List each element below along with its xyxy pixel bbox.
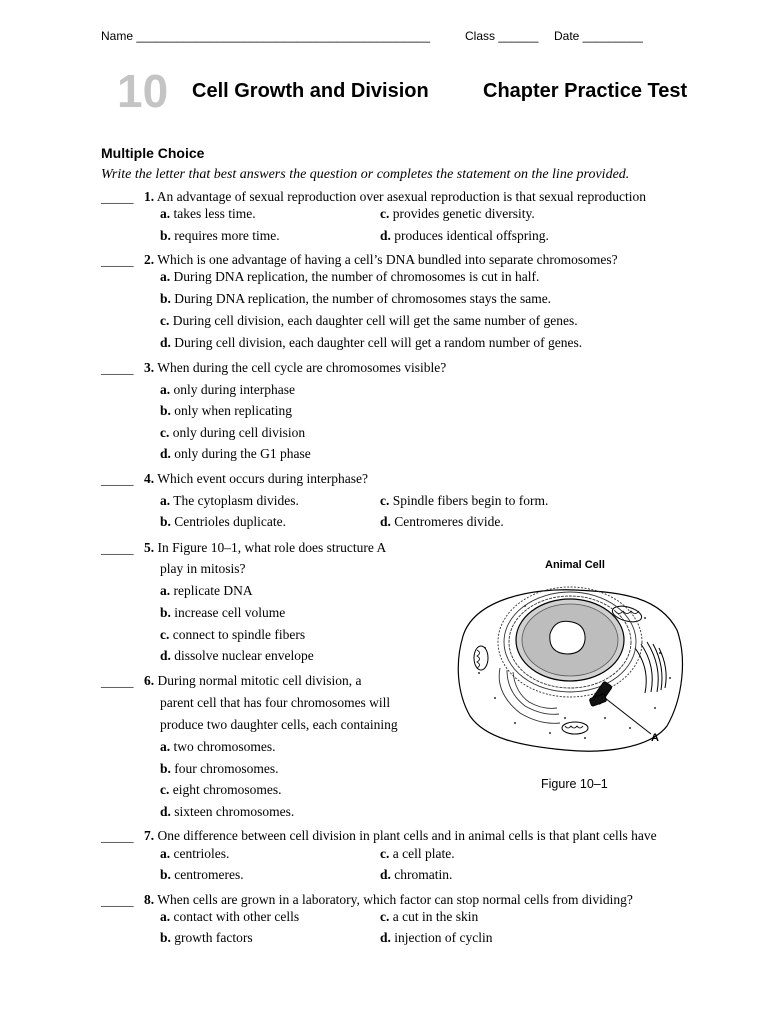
page-title: Chapter Practice Test bbox=[483, 80, 688, 102]
chapter-title: Cell Growth and Division bbox=[192, 80, 429, 102]
answer-blank[interactable]: _____ bbox=[101, 253, 134, 268]
option-a: a. The cytoplasm divides. bbox=[160, 493, 299, 508]
name-field-label: Name ____________________________________________ bbox=[101, 29, 430, 43]
option-a: a. two chromosomes. bbox=[160, 739, 276, 754]
option-a: a. only during interphase bbox=[160, 382, 295, 397]
question-text-continued: play in mitosis? bbox=[160, 561, 246, 576]
option-d: d. produces identical offspring. bbox=[380, 228, 549, 243]
question-text-continued: parent cell that has four chromosomes will bbox=[160, 695, 391, 710]
option-b: b. only when replicating bbox=[160, 403, 292, 418]
animal-cell-illustration bbox=[455, 578, 690, 758]
option-c: c. provides genetic diversity. bbox=[380, 206, 535, 221]
nucleolus-icon bbox=[550, 621, 585, 654]
question-text: In Figure 10–1, what role does structure A bbox=[157, 540, 387, 555]
option-c: c. only during cell division bbox=[160, 425, 306, 440]
question-number: 5. bbox=[144, 540, 155, 555]
option-d: d. chromatin. bbox=[380, 867, 453, 882]
option-c: c. a cut in the skin bbox=[380, 909, 479, 924]
question-number: 1. bbox=[144, 189, 155, 204]
answer-blank[interactable]: _____ bbox=[101, 893, 134, 908]
option-d: d. injection of cyclin bbox=[380, 930, 493, 945]
answer-blank[interactable]: _____ bbox=[101, 674, 134, 689]
option-a: a. takes less time. bbox=[160, 206, 256, 221]
instructions: Write the letter that best answers the question or completes the statement on the line provided. bbox=[101, 167, 630, 182]
question-number: 8. bbox=[144, 892, 155, 907]
answer-blank[interactable]: _____ bbox=[101, 829, 134, 844]
option-b: b. centromeres. bbox=[160, 867, 244, 882]
option-c: c. Spindle fibers begin to form. bbox=[380, 493, 549, 508]
question-text: When during the cell cycle are chromosomes visible? bbox=[157, 360, 447, 375]
section-title: Multiple Choice bbox=[101, 145, 205, 161]
question-number: 2. bbox=[144, 252, 155, 267]
option-b: b. increase cell volume bbox=[160, 605, 286, 620]
option-b: b. During DNA replication, the number of chromosomes stays the same. bbox=[160, 291, 552, 306]
option-c: c. a cell plate. bbox=[380, 846, 455, 861]
chapter-number: 10 bbox=[117, 65, 169, 117]
option-c: c. eight chromosomes. bbox=[160, 782, 282, 797]
question-number: 3. bbox=[144, 360, 155, 375]
option-d: d. sixteen chromosomes. bbox=[160, 804, 295, 819]
option-b: b. Centrioles duplicate. bbox=[160, 514, 286, 529]
figure-caption: Figure 10–1 bbox=[541, 777, 608, 791]
question-text: During normal mitotic cell division, a bbox=[157, 673, 362, 688]
option-b: b. growth factors bbox=[160, 930, 253, 945]
option-a: a. centrioles. bbox=[160, 846, 230, 861]
option-b: b. requires more time. bbox=[160, 228, 280, 243]
question-number: 7. bbox=[144, 828, 155, 843]
question-text: One difference between cell division in plant cells and in animal cells is that plant cells have bbox=[157, 828, 657, 843]
date-field-label: Date _________ bbox=[554, 29, 643, 43]
answer-blank[interactable]: _____ bbox=[101, 541, 134, 556]
option-d: d. dissolve nuclear envelope bbox=[160, 648, 314, 663]
question-text: Which event occurs during interphase? bbox=[157, 471, 368, 486]
question-number: 6. bbox=[144, 673, 155, 688]
option-c: c. During cell division, each daughter cell will get the same number of genes. bbox=[160, 313, 578, 328]
option-a: a. During DNA replication, the number of chromosomes is cut in half. bbox=[160, 269, 540, 284]
option-d: d. Centromeres divide. bbox=[380, 514, 504, 529]
option-a: a. contact with other cells bbox=[160, 909, 300, 924]
question-text: Which is one advantage of having a cell’s DNA bundled into separate chromosomes? bbox=[157, 252, 618, 267]
option-c: c. connect to spindle fibers bbox=[160, 627, 306, 642]
question-text: When cells are grown in a laboratory, which factor can stop normal cells from dividing? bbox=[157, 892, 633, 907]
class-field-label: Class ______ bbox=[465, 29, 539, 43]
structure-a-label: A bbox=[651, 732, 659, 744]
option-d: d. During cell division, each daughter cell will get a random number of genes. bbox=[160, 335, 583, 350]
option-d: d. only during the G1 phase bbox=[160, 446, 311, 461]
question-text-continued: produce two daughter cells, each containing bbox=[160, 717, 398, 732]
figure-title: Animal Cell bbox=[545, 559, 605, 571]
answer-blank[interactable]: _____ bbox=[101, 190, 134, 205]
option-b: b. four chromosomes. bbox=[160, 761, 279, 776]
option-a: a. replicate DNA bbox=[160, 583, 253, 598]
answer-blank[interactable]: _____ bbox=[101, 361, 134, 376]
answer-blank[interactable]: _____ bbox=[101, 472, 134, 487]
question-number: 4. bbox=[144, 471, 155, 486]
question-text: An advantage of sexual reproduction over asexual reproduction is that sexual reproduction bbox=[156, 189, 646, 204]
